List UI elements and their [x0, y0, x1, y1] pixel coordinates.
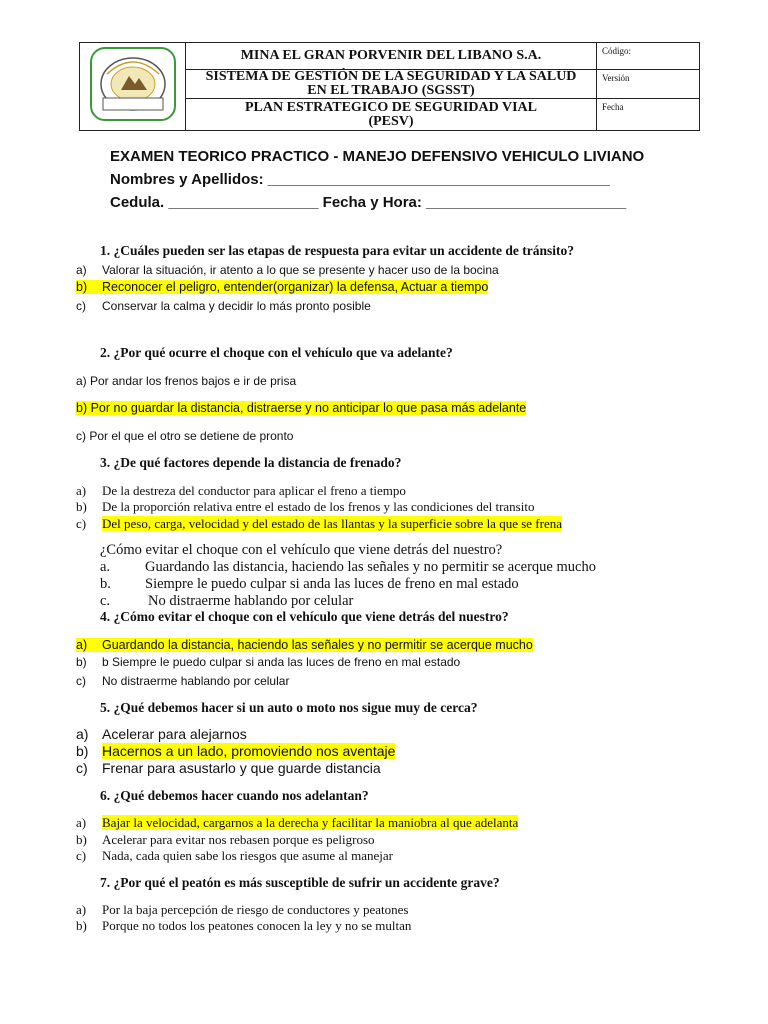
draft-question: ¿Cómo evitar el choque con el vehículo que viene detrás del nuestro? — [100, 542, 503, 558]
version-label: Versión — [597, 70, 700, 99]
option-text: Hacernos a un lado, promoviendo nos aventaje — [102, 743, 396, 759]
option-text: Conservar la calma y decidir lo más pronto posible — [102, 299, 371, 313]
q7-option-b — [76, 918, 411, 934]
option-text: Guardando la distancia, haciendo las señales y no permitir se acerque mucho — [102, 638, 533, 652]
option-text: Nada, cada quien sabe los riesgos que asume al manejar — [102, 848, 393, 863]
question-6: 6. ¿Qué debemos hacer cuando nos adelantan? — [100, 788, 369, 803]
option-letter: c) — [76, 674, 86, 688]
option-text: No distraerme hablando por celular — [102, 674, 290, 688]
option-text: Frenar para asustarlo y que guarde distancia — [102, 760, 381, 776]
option-text: Guardando las distancia, haciendo las señales y no permitir se acerque mucho — [145, 559, 596, 575]
option-text: No distraerme hablando por celular — [148, 593, 354, 609]
company-name: MINA EL GRAN PORVENIR DEL LIBANO S.A. — [186, 43, 597, 70]
option-text: De la destreza del conductor para aplicar el freno a tiempo — [102, 483, 406, 498]
fecha-label: Fecha — [597, 99, 700, 131]
question-1: 1. ¿Cuáles pueden ser las etapas de respuesta para evitar un accidente de tránsito? — [100, 243, 574, 258]
draft-option-c — [100, 593, 353, 610]
company-logo — [85, 44, 181, 124]
q2-option-a: a) Por andar los frenos bajos e ir de prisa — [76, 374, 297, 388]
q5-option-b — [76, 743, 395, 759]
q1-option-b — [76, 280, 488, 294]
plan-line-1: PLAN ESTRATEGICO DE SEGURIDAD VIAL — [245, 99, 537, 115]
option-letter: c) — [76, 299, 86, 313]
management-system — [186, 70, 597, 99]
option-text: Acelerar para alejarnos — [102, 726, 247, 742]
option-letter: a) — [76, 638, 88, 652]
option-text: Porque no todos los peatones conocen la ley y no se multan — [102, 918, 412, 933]
option-letter: a) — [76, 483, 87, 498]
exam-title: EXAMEN TEORICO PRACTICO - MANEJO DEFENSIVO VEHICULO LIVIANO — [110, 148, 645, 165]
q2-option-b — [76, 401, 526, 415]
question-3: 3. ¿De qué factores depende la distancia de frenado? — [100, 455, 402, 470]
q2-option-c: c) Por el que el otro se detiene de pronto — [76, 429, 294, 443]
option-letter: b) — [76, 832, 87, 847]
plan-line-2: (PESV) — [368, 113, 414, 129]
q4-option-b — [76, 655, 460, 669]
option-text: Siempre le puedo culpar si anda las luces de freno en mal estado — [145, 576, 519, 592]
option-letter: b) — [76, 280, 88, 294]
option-text: Del peso, carga, velocidad y del estado de las llantas y la superficie sobre la que se frena — [102, 516, 562, 531]
option-letter: c) — [76, 848, 87, 863]
q3-option-b — [76, 499, 534, 515]
option-letter: a) — [76, 726, 89, 742]
system-line-1: SISTEMA DE GESTIÓN DE LA SEGURIDAD Y LA SALUD — [205, 69, 577, 84]
q3-option-a — [76, 483, 406, 499]
option-letter: c. — [100, 593, 111, 609]
q4-option-a — [76, 638, 533, 652]
q7-option-a — [76, 902, 408, 918]
option-text: Acelerar para evitar nos rebasen porque es peligroso — [102, 832, 375, 847]
option-letter: b. — [100, 576, 111, 592]
road-safety-plan — [186, 99, 597, 131]
system-line-2: EN EL TRABAJO (SGSST) — [307, 83, 475, 98]
q5-option-c — [76, 760, 381, 776]
draft-option-b — [100, 576, 519, 593]
question-4: 4. ¿Cómo evitar el choque con el vehículo que viene detrás del nuestro? — [100, 609, 509, 624]
option-letter: c) — [76, 516, 87, 531]
q6-option-b — [76, 832, 375, 848]
document-header — [79, 42, 700, 131]
option-letter: b) — [76, 655, 87, 669]
q1-option-a — [76, 263, 499, 277]
option-text: b) Por no guardar la distancia, distraerse y no anticipar lo que pasa más adelante — [76, 401, 527, 415]
option-letter: b) — [76, 918, 87, 933]
q3-option-c — [76, 516, 562, 532]
q6-option-a — [76, 815, 518, 831]
q1-option-c — [76, 299, 371, 313]
option-text: Por la baja percepción de riesgo de conductores y peatones — [102, 902, 409, 917]
q6-option-c — [76, 848, 393, 864]
draft-option-a — [100, 559, 596, 576]
q5-option-a — [76, 726, 247, 742]
q4-option-c — [76, 674, 289, 688]
logo-cell — [80, 43, 186, 131]
option-letter: a) — [76, 902, 87, 917]
option-letter: a) — [76, 263, 87, 277]
codigo-label: Código: — [597, 43, 700, 70]
option-text: b Siempre le puedo culpar si anda las luces de freno en mal estado — [102, 655, 461, 669]
option-letter: b) — [76, 743, 89, 759]
option-letter: c) — [76, 760, 88, 776]
names-line: Nombres y Apellidos: _________________________________________ — [110, 171, 610, 188]
option-text: De la proporción relativa entre el estado de los frenos y las condiciones del transito — [102, 499, 535, 514]
option-text: Reconocer el peligro, entender(organizar) la defensa, Actuar a tiempo — [102, 280, 489, 294]
option-text: Valorar la situación, ir atento a lo que se presente y hacer uso de la bocina — [102, 263, 499, 277]
question-5: 5. ¿Qué debemos hacer si un auto o moto nos sigue muy de cerca? — [100, 700, 478, 715]
id-date-line: Cedula. __________________ Fecha y Hora: ________________________ — [110, 194, 627, 211]
question-7: 7. ¿Por qué el peatón es más susceptible de sufrir un accidente grave? — [100, 875, 500, 890]
question-2: 2. ¿Por qué ocurre el choque con el vehículo que va adelante? — [100, 345, 453, 360]
option-letter: a. — [100, 559, 111, 575]
option-letter: a) — [76, 815, 87, 830]
option-text: Bajar la velocidad, cargarnos a la derecha y facilitar la maniobra al que adelanta — [102, 815, 519, 830]
option-letter: b) — [76, 499, 87, 514]
